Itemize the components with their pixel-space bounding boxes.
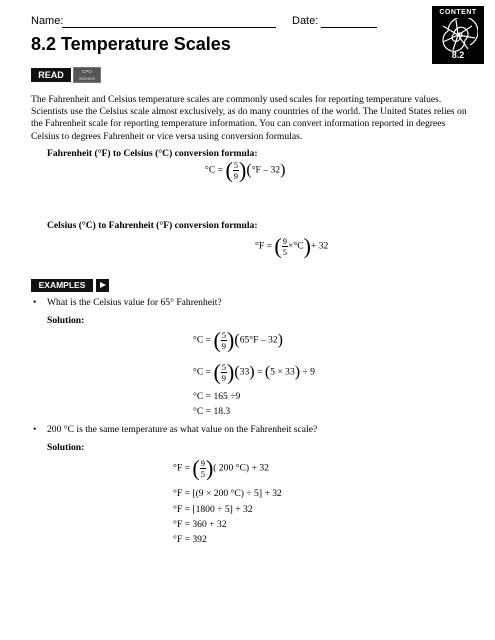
q2-step-3: °F = [1800 ÷ 5] + 32 <box>173 504 253 515</box>
date-field[interactable] <box>321 27 377 28</box>
q2-step-1: °F = ( $\frac{9}{5}$ )( 200 °C) + 32 <box>173 455 269 481</box>
content-badge <box>432 6 484 64</box>
q2-step-5: °F = 392 <box>173 534 207 545</box>
solution-label-1: Solution: <box>47 315 85 326</box>
formula2: °F = ( $\frac{9}{5}$ ×°C)+ 32 <box>255 233 329 259</box>
q1-step-4: °C = 18.3 <box>193 406 231 417</box>
intro-paragraph: The Fahrenheit and Celsius temperature scales are commonly used scales for reporting temperature values. Scientists use the Celsius scale almost exclusively, as do many countries of the world. The United States relies on the Fahrenheit scale for reporting temperature information. You can convert information reported in degrees Celsius to degrees Fahrenheit or vice versa using conversion formulas. <box>31 94 467 142</box>
badge-top-label: CONTENT <box>439 9 477 16</box>
date-label: Date: <box>292 15 319 27</box>
examples-label: EXAMPLES <box>31 279 93 292</box>
page-title: 8.2 Temperature Scales <box>31 34 231 54</box>
name-field[interactable] <box>62 27 276 28</box>
bullet-2: • <box>33 424 37 435</box>
formula1: °C = ( $\frac{5}{9}$ )(°F – 32) <box>205 157 286 183</box>
formula2-heading: Celsius (°C) to Fahrenheit (°F) conversion formula: <box>47 220 258 231</box>
play-arrow-icon <box>96 279 109 292</box>
q1-step-1: °C = ( $\frac{5}{9}$ )(65°F – 32) <box>193 327 283 353</box>
nautilus-shell-icon <box>438 18 478 52</box>
q1-step-2: °C = ( $\frac{5}{9}$ )(33) = (5 × 33) ÷ 9 <box>193 359 315 385</box>
q2-step-2: °F = [(9 × 200 °C) ÷ 5] + 32 <box>173 488 282 499</box>
read-label: READ <box>31 68 71 82</box>
badge-section-number: 8.2 <box>451 50 465 60</box>
read-book-icon: CPO Science <box>73 67 101 83</box>
q2-step-4: °F = 360 + 32 <box>173 519 227 530</box>
solution-label-2: Solution: <box>47 442 85 453</box>
formula1-heading: Fahrenheit (°F) to Celsius (°C) conversion formula: <box>47 148 258 159</box>
name-label: Name: <box>31 15 64 27</box>
question-1: What is the Celsius value for 65° Fahrenheit? <box>47 297 222 308</box>
question-2: 200 °C is the same temperature as what value on the Fahrenheit scale? <box>47 424 318 435</box>
bullet-1: • <box>33 297 37 308</box>
q1-step-3: °C = 165 ÷9 <box>193 391 241 402</box>
